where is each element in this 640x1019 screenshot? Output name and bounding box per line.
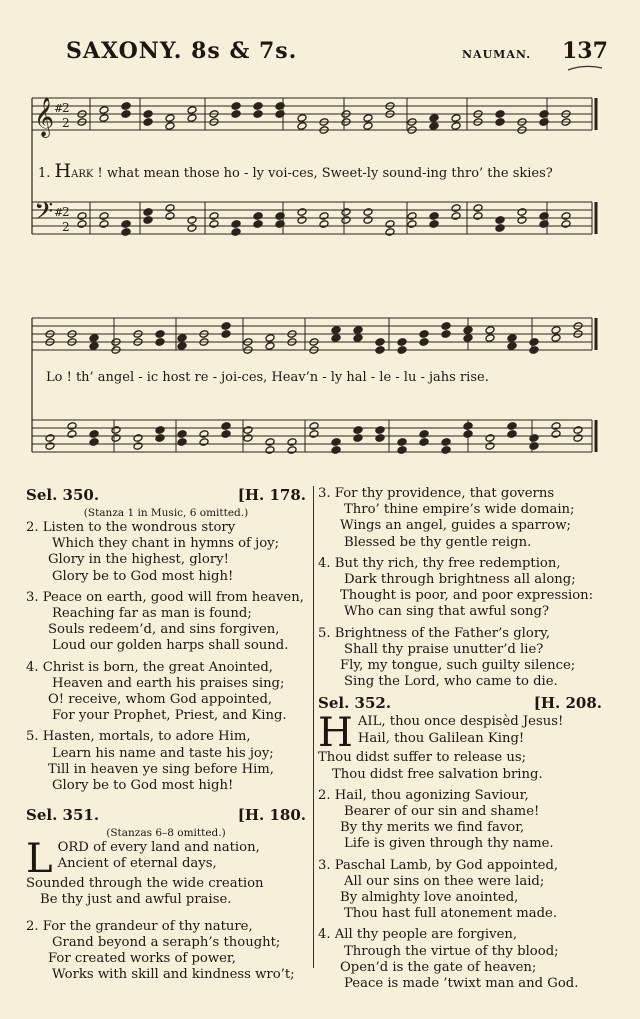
note-head (99, 220, 109, 229)
note-head (573, 426, 583, 435)
note-head (375, 338, 385, 347)
verse-line: By almighty love anointed, (340, 890, 519, 906)
clef-symbol: 2 (62, 116, 70, 130)
page-number: 137 (562, 38, 608, 64)
note-head (253, 212, 263, 221)
note-head (133, 442, 143, 451)
hymn-title: SAXONY. 8s & 7s. (66, 38, 298, 64)
note-head (429, 220, 439, 229)
stanza (26, 520, 306, 585)
note-head (309, 430, 319, 439)
drop-cap: H (318, 714, 353, 757)
note-head (45, 442, 55, 451)
note-head (507, 342, 517, 351)
verse-line: Life is given through thy name. (344, 836, 554, 852)
verse-line: 4. All thy people are forgiven, (318, 927, 518, 943)
note-head (397, 346, 407, 355)
note-head (177, 438, 187, 447)
note-head (67, 430, 77, 439)
stanza (318, 927, 602, 992)
note-head (485, 326, 495, 335)
note-head (473, 212, 483, 221)
note-head (121, 228, 131, 237)
verse-line: Glory be to God most high! (52, 778, 234, 794)
note-head (517, 216, 527, 225)
stanza (318, 858, 602, 923)
note-head (331, 326, 341, 335)
note-head (199, 438, 209, 447)
note-head (353, 434, 363, 443)
note-head (375, 434, 385, 443)
note-head (297, 122, 307, 131)
verse-line: Grand beyond a seraph’s thought; (52, 934, 281, 950)
note-head (429, 212, 439, 221)
note-head (287, 446, 297, 455)
verse-line: Loud our golden harps shall sound. (52, 638, 289, 654)
verse-line: Thought is poor, and poor expression: (340, 588, 594, 604)
note-head (155, 338, 165, 347)
note-head (165, 212, 175, 221)
note-head (45, 434, 55, 443)
note-head (221, 330, 231, 339)
verse-line: For your Prophet, Priest, and King. (52, 708, 287, 724)
note-head (121, 110, 131, 119)
note-head (231, 220, 241, 229)
verse-line: O! receive, whom God appointed, (48, 692, 273, 708)
verse-line: 2. For the grandeur of thy nature, (26, 918, 253, 934)
sel-352-stanza-1: H AIL, thou once despisèd Jesus! Hail, thou Galilean King! Thou didst suffer to release us; Thou didst free salvation bring. (318, 714, 564, 782)
verse-line: 5. Brightness of the Father’s glory, (318, 625, 551, 641)
note-head (485, 434, 495, 443)
verse-line: Thou hast full atonement made. (344, 906, 558, 922)
note-head (407, 212, 417, 221)
verse-line: Wings an angel, guides a sparrow; (340, 518, 571, 534)
sel-352-header: Sel. 352. [H. 208. (318, 694, 602, 713)
note-head (375, 426, 385, 435)
note-head (143, 118, 153, 127)
note-head (573, 434, 583, 443)
note-head (363, 216, 373, 225)
clef-symbol: 2 (62, 220, 70, 234)
verse-line: Open’d is the gate of heaven; (340, 959, 537, 975)
clef-symbol: # (54, 102, 64, 115)
note-head (463, 422, 473, 431)
note-head (319, 212, 329, 221)
note-head (297, 216, 307, 225)
note-head (341, 208, 351, 217)
verse-line: By thy merits we find favor, (340, 820, 525, 836)
note-head (297, 114, 307, 123)
note-head (143, 110, 153, 119)
note-head (485, 334, 495, 343)
note-head (441, 330, 451, 339)
note-head (155, 330, 165, 339)
note-head (265, 342, 275, 351)
note-head (529, 442, 539, 451)
note-head (231, 102, 241, 111)
verse-line: 3. For thy providence, that governs (318, 486, 555, 501)
note-head (89, 438, 99, 447)
note-head (121, 220, 131, 229)
note-head (495, 216, 505, 225)
note-head (495, 118, 505, 127)
note-head (561, 220, 571, 229)
verse-line: Heaven and earth his praises sing; (52, 675, 285, 691)
note-head (353, 326, 363, 335)
verse-line: Glory be to God most high! (52, 568, 234, 584)
note-head (121, 102, 131, 111)
sel-351-stanza-2 (26, 919, 306, 984)
stanza (318, 556, 602, 621)
note-head (187, 114, 197, 123)
sel-351-header: Sel. 351. [H. 180. (26, 806, 306, 825)
note-head (363, 122, 373, 131)
verse-line: Works with skill and kindness wro’t; (52, 967, 295, 983)
verse-line: 3. Paschal Lamb, by God appointed, (318, 857, 559, 873)
note-head (419, 430, 429, 439)
note-head (99, 114, 109, 123)
note-head (397, 438, 407, 447)
note-head (209, 220, 219, 229)
note-head (363, 114, 373, 123)
stanza (318, 486, 602, 551)
verse-line: Bearer of our sin and shame! (344, 804, 540, 820)
note-head (363, 208, 373, 217)
note-head (165, 114, 175, 123)
note-head (77, 220, 87, 229)
note-head (89, 334, 99, 343)
note-head (331, 446, 341, 455)
note-head (353, 426, 363, 435)
note-head (397, 338, 407, 347)
note-head (209, 212, 219, 221)
note-head (495, 224, 505, 233)
note-head (231, 228, 241, 237)
note-head (143, 216, 153, 225)
note-head (529, 338, 539, 347)
sel-350-note: (Stanza 1 in Music, 6 omitted.) (83, 507, 249, 519)
note-head (253, 220, 263, 229)
verse-line: Till in heaven ye sing before Him, (48, 761, 274, 777)
clef-symbol: 𝄢 (34, 197, 54, 232)
stanza (26, 660, 306, 725)
note-head (331, 438, 341, 447)
note-head (177, 342, 187, 351)
note-head (243, 426, 253, 435)
note-head (253, 102, 263, 111)
note-head (221, 322, 231, 331)
note-head (133, 434, 143, 443)
verse-line: Sing the Lord, who came to die. (344, 674, 558, 690)
clef-symbol: # (54, 206, 64, 219)
note-head (429, 114, 439, 123)
note-head (67, 422, 77, 431)
note-head (551, 430, 561, 439)
verse-line: Which they chant in hymns of joy; (52, 536, 280, 552)
verse-line: Blessed be thy gentle reign. (344, 534, 532, 550)
note-head (529, 434, 539, 443)
note-head (451, 204, 461, 213)
note-head (385, 228, 395, 237)
note-head (331, 334, 341, 343)
note-head (253, 110, 263, 119)
note-head (89, 342, 99, 351)
verse-line: Thro’ thine empire’s wide domain; (344, 502, 575, 518)
verse-line: Glory in the highest, glory! (48, 552, 229, 568)
note-head (319, 220, 329, 229)
note-head (441, 322, 451, 331)
note-head (429, 122, 439, 131)
note-head (287, 438, 297, 447)
note-head (265, 446, 275, 455)
verse-line: Learn his name and taste his joy; (52, 745, 274, 761)
verse-line: 3. Peace on earth, good will from heaven, (26, 589, 304, 605)
verse-line: Shall thy praise unutter’d lie? (344, 641, 544, 657)
note-head (165, 204, 175, 213)
clef-symbol: 2 (62, 101, 70, 115)
note-head (221, 422, 231, 431)
note-head (473, 204, 483, 213)
lyric-line-2: Lo ! th’ angel - ic host re - joi-ces, Heav’n - ly hal - le - lu - jahs rise. (46, 370, 489, 385)
verse-line: 4. Christ is born, the great Anointed, (26, 659, 273, 675)
verse-line: Souls redeem’d, and sins forgiven, (48, 622, 280, 638)
verse-line: 2. Listen to the wondrous story (26, 520, 236, 535)
note-head (99, 212, 109, 221)
note-head (265, 334, 275, 343)
note-head (187, 224, 197, 233)
note-head (243, 434, 253, 443)
note-head (551, 422, 561, 431)
note-head (341, 216, 351, 225)
note-head (419, 438, 429, 447)
note-head (463, 326, 473, 335)
note-head (99, 106, 109, 115)
verse-line: For created works of power, (48, 951, 236, 967)
composer-name: NAUMAN. (462, 48, 532, 61)
note-head (155, 426, 165, 435)
left-column (26, 484, 306, 983)
verse-line: Fly, my tongue, such guilty silence; (340, 658, 576, 674)
note-head (517, 208, 527, 217)
note-head (385, 220, 395, 229)
clef-symbol: 𝄞 (34, 97, 55, 137)
sel-352-stanzas (318, 783, 602, 992)
note-head (451, 212, 461, 221)
note-head (111, 426, 121, 435)
verse-line: Reaching far as man is found; (52, 606, 252, 622)
music-score (0, 0, 640, 480)
note-head (451, 122, 461, 131)
drop-cap: L (26, 840, 53, 883)
stanza (26, 590, 306, 655)
clef-symbol: 2 (62, 205, 70, 219)
verse-line: Peace is made ’twixt man and God. (344, 976, 579, 992)
note-head (177, 334, 187, 343)
note-head (463, 334, 473, 343)
sel-351-stanza-1: L ORD of every land and nation, Ancient of eternal days, Sounded through the wide creation Be thy just and awful praise. (26, 840, 264, 908)
stanza (318, 788, 602, 853)
note-head (463, 430, 473, 439)
note-head (187, 216, 197, 225)
note-head (561, 212, 571, 221)
note-head (177, 430, 187, 439)
note-head (89, 430, 99, 439)
note-head (309, 422, 319, 431)
stanza (26, 729, 306, 794)
sel-350-header: Sel. 350. [H. 178. (26, 486, 306, 504)
note-head (143, 208, 153, 217)
verse-line: 2. Hail, thou agonizing Saviour, (318, 787, 529, 803)
note-head (221, 430, 231, 439)
note-head (551, 326, 561, 335)
note-head (441, 446, 451, 455)
note-head (297, 208, 307, 217)
note-head (451, 114, 461, 123)
note-head (111, 434, 121, 443)
note-head (375, 346, 385, 355)
note-head (419, 330, 429, 339)
sel-351-continued (318, 486, 602, 690)
note-head (165, 122, 175, 131)
note-head (77, 212, 87, 221)
note-head (507, 334, 517, 343)
verse-line: 5. Hasten, mortals, to adore Him, (26, 729, 251, 745)
note-head (407, 220, 417, 229)
verse-line: Dark through brightness all along; (344, 572, 576, 588)
verse-line: Through the virtue of thy blood; (344, 943, 559, 959)
note-head (353, 334, 363, 343)
note-head (495, 110, 505, 119)
right-column (318, 486, 602, 992)
note-head (199, 430, 209, 439)
note-head (187, 106, 197, 115)
note-head (155, 434, 165, 443)
note-head (551, 334, 561, 343)
note-head (441, 438, 451, 447)
note-head (507, 422, 517, 431)
verse-line: All our sins on thee were laid; (344, 873, 545, 889)
verse-line: 4. But thy rich, thy free redemption, (318, 555, 561, 571)
note-head (419, 338, 429, 347)
sel-350-stanzas (26, 520, 306, 794)
note-head (529, 346, 539, 355)
sel-351-note: (Stanzas 6–8 omitted.) (106, 827, 226, 840)
note-head (485, 442, 495, 451)
note-head (397, 446, 407, 455)
note-head (231, 110, 241, 119)
note-head (507, 430, 517, 439)
stanza (318, 626, 602, 691)
column-divider (313, 486, 314, 968)
lyric-line-1: 1. HARK ! what mean those ho - ly voi-ces, Sweet-ly sound-ing thro’ the skies? (38, 160, 553, 182)
verse-line: Who can sing that awful song? (344, 604, 550, 620)
note-head (265, 438, 275, 447)
